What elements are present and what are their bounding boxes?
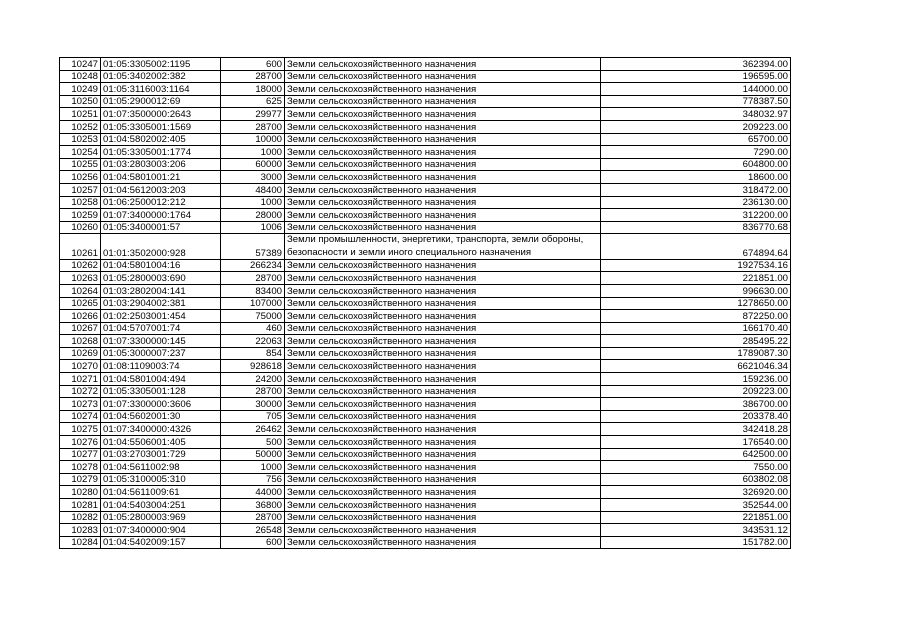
land-category-cell: Земли сельскохозяйственного назначения <box>285 322 601 335</box>
cadastral-value-cell: 352544.00 <box>601 499 791 512</box>
row-number-cell: 10257 <box>60 183 101 196</box>
land-category-cell: Земли сельскохозяйственного назначения <box>285 499 601 512</box>
cadastral-number-cell: 01:05:2800003:969 <box>101 511 221 524</box>
cadastral-value-cell: 209223.00 <box>601 385 791 398</box>
row-number-cell: 10274 <box>60 410 101 423</box>
land-category-cell: Земли сельскохозяйственного назначения <box>285 524 601 537</box>
land-registry-table <box>59 57 791 549</box>
land-category-cell: Земли сельскохозяйственного назначения <box>285 511 601 524</box>
cadastral-number-cell: 01:04:5801004:16 <box>101 259 221 272</box>
table-row <box>60 158 791 171</box>
table-row <box>60 196 791 209</box>
area-cell: 756 <box>221 473 285 486</box>
land-category-cell: Земли сельскохозяйственного назначения <box>285 310 601 323</box>
table-row <box>60 108 791 121</box>
cadastral-number-cell: 01:04:5611002:98 <box>101 461 221 474</box>
table-row <box>60 461 791 474</box>
area-cell: 625 <box>221 95 285 108</box>
table-row <box>60 511 791 524</box>
area-cell: 26548 <box>221 524 285 537</box>
area-cell: 107000 <box>221 297 285 310</box>
cadastral-value-cell: 6621046.34 <box>601 360 791 373</box>
cadastral-value-cell: 778387.50 <box>601 95 791 108</box>
cadastral-value-cell: 1789087.30 <box>601 347 791 360</box>
cadastral-number-cell: 01:07:3300000:3606 <box>101 398 221 411</box>
cadastral-number-cell: 01:04:5611009:61 <box>101 486 221 499</box>
table-row <box>60 385 791 398</box>
land-category-cell: Земли сельскохозяйственного назначения <box>285 146 601 159</box>
area-cell: 29977 <box>221 108 285 121</box>
cadastral-value-cell: 144000.00 <box>601 83 791 96</box>
land-category-cell: Земли сельскохозяйственного назначения <box>285 423 601 436</box>
area-cell: 1000 <box>221 146 285 159</box>
row-number-cell: 10260 <box>60 221 101 234</box>
cadastral-number-cell: 01:05:2800003:690 <box>101 272 221 285</box>
cadastral-number-cell: 01:04:5801001:21 <box>101 171 221 184</box>
table-row <box>60 310 791 323</box>
cadastral-value-cell: 312200.00 <box>601 209 791 222</box>
cadastral-number-cell: 01:05:2900012:69 <box>101 95 221 108</box>
land-category-cell: Земли сельскохозяйственного назначения <box>285 335 601 348</box>
land-category-cell: Земли сельскохозяйственного назначения <box>285 373 601 386</box>
table-row <box>60 436 791 449</box>
cadastral-value-cell: 362394.00 <box>601 58 791 71</box>
table-row <box>60 297 791 310</box>
row-number-cell: 10262 <box>60 259 101 272</box>
cadastral-number-cell: 01:07:3400000:4326 <box>101 423 221 436</box>
cadastral-value-cell: 1278650.00 <box>601 297 791 310</box>
table-row <box>60 373 791 386</box>
land-category-cell: Земли сельскохозяйственного назначения <box>285 183 601 196</box>
table-row <box>60 360 791 373</box>
table-row <box>60 209 791 222</box>
area-cell: 44000 <box>221 486 285 499</box>
table-row <box>60 234 791 259</box>
area-cell: 266234 <box>221 259 285 272</box>
row-number-cell: 10263 <box>60 272 101 285</box>
cadastral-value-cell: 221851.00 <box>601 511 791 524</box>
row-number-cell: 10272 <box>60 385 101 398</box>
table-row <box>60 398 791 411</box>
table-row <box>60 221 791 234</box>
cadastral-value-cell: 674894.64 <box>601 234 791 259</box>
land-category-cell: Земли сельскохозяйственного назначения <box>285 108 601 121</box>
area-cell: 1000 <box>221 196 285 209</box>
cadastral-value-cell: 196595.00 <box>601 70 791 83</box>
cadastral-number-cell: 01:01:3502000:928 <box>101 234 221 259</box>
land-category-cell: Земли сельскохозяйственного назначения <box>285 120 601 133</box>
cadastral-value-cell: 836770.68 <box>601 221 791 234</box>
cadastral-value-cell: 348032.97 <box>601 108 791 121</box>
land-category-cell: Земли сельскохозяйственного назначения <box>285 272 601 285</box>
land-category-cell: Земли сельскохозяйственного назначения <box>285 410 601 423</box>
cadastral-number-cell: 01:05:3305001:128 <box>101 385 221 398</box>
row-number-cell: 10253 <box>60 133 101 146</box>
table-row <box>60 536 791 549</box>
land-category-cell: Земли сельскохозяйственного назначения <box>285 171 601 184</box>
land-category-cell: Земли сельскохозяйственного назначения <box>285 448 601 461</box>
area-cell: 1000 <box>221 461 285 474</box>
table-row <box>60 473 791 486</box>
cadastral-number-cell: 01:05:3402002:382 <box>101 70 221 83</box>
row-number-cell: 10247 <box>60 58 101 71</box>
row-number-cell: 10280 <box>60 486 101 499</box>
cadastral-value-cell: 7550.00 <box>601 461 791 474</box>
cadastral-number-cell: 01:04:5506001:405 <box>101 436 221 449</box>
row-number-cell: 10270 <box>60 360 101 373</box>
cadastral-value-cell: 285495.22 <box>601 335 791 348</box>
area-cell: 50000 <box>221 448 285 461</box>
row-number-cell: 10284 <box>60 536 101 549</box>
cadastral-number-cell: 01:04:5403004:251 <box>101 499 221 512</box>
area-cell: 28000 <box>221 209 285 222</box>
cadastral-number-cell: 01:05:3305002:1195 <box>101 58 221 71</box>
land-category-cell: Земли сельскохозяйственного назначения <box>285 347 601 360</box>
area-cell: 83400 <box>221 284 285 297</box>
cadastral-number-cell: 01:02:2503001:454 <box>101 310 221 323</box>
land-category-cell: Земли сельскохозяйственного назначения <box>285 473 601 486</box>
cadastral-value-cell: 642500.00 <box>601 448 791 461</box>
cadastral-number-cell: 01:07:3400000:904 <box>101 524 221 537</box>
cadastral-number-cell: 01:05:3305001:1569 <box>101 120 221 133</box>
area-cell: 705 <box>221 410 285 423</box>
table-row <box>60 448 791 461</box>
cadastral-value-cell: 18600.00 <box>601 171 791 184</box>
document-sheet <box>59 57 791 549</box>
land-category-cell: Земли сельскохозяйственного назначения <box>285 95 601 108</box>
row-number-cell: 10250 <box>60 95 101 108</box>
cadastral-value-cell: 326920.00 <box>601 486 791 499</box>
table-row <box>60 284 791 297</box>
cadastral-number-cell: 01:07:3300000:145 <box>101 335 221 348</box>
cadastral-number-cell: 01:04:5602001:30 <box>101 410 221 423</box>
row-number-cell: 10276 <box>60 436 101 449</box>
area-cell: 22063 <box>221 335 285 348</box>
cadastral-value-cell: 159236.00 <box>601 373 791 386</box>
cadastral-value-cell: 203378.40 <box>601 410 791 423</box>
area-cell: 928618 <box>221 360 285 373</box>
cadastral-number-cell: 01:04:5612003:203 <box>101 183 221 196</box>
land-category-cell: Земли промышленности, энергетики, транспорта, земли обороны, безопасности и земли иного специального назначения <box>285 234 601 259</box>
cadastral-number-cell: 01:05:3000007:237 <box>101 347 221 360</box>
area-cell: 28700 <box>221 511 285 524</box>
cadastral-value-cell: 1927534.16 <box>601 259 791 272</box>
land-category-cell: Земли сельскохозяйственного назначения <box>285 360 601 373</box>
row-number-cell: 10258 <box>60 196 101 209</box>
row-number-cell: 10259 <box>60 209 101 222</box>
cadastral-value-cell: 7290.00 <box>601 146 791 159</box>
cadastral-value-cell: 603802.08 <box>601 473 791 486</box>
table-row <box>60 146 791 159</box>
cadastral-number-cell: 01:04:5402009:157 <box>101 536 221 549</box>
area-cell: 36800 <box>221 499 285 512</box>
row-number-cell: 10281 <box>60 499 101 512</box>
table-row <box>60 272 791 285</box>
row-number-cell: 10254 <box>60 146 101 159</box>
cadastral-value-cell: 342418.28 <box>601 423 791 436</box>
row-number-cell: 10261 <box>60 234 101 259</box>
table-row <box>60 335 791 348</box>
land-category-cell: Земли сельскохозяйственного назначения <box>285 58 601 71</box>
land-category-cell: Земли сельскохозяйственного назначения <box>285 436 601 449</box>
cadastral-value-cell: 221851.00 <box>601 272 791 285</box>
land-category-cell: Земли сельскохозяйственного назначения <box>285 398 601 411</box>
land-category-cell: Земли сельскохозяйственного назначения <box>285 461 601 474</box>
cadastral-value-cell: 872250.00 <box>601 310 791 323</box>
table-row <box>60 322 791 335</box>
cadastral-number-cell: 01:05:3400001:57 <box>101 221 221 234</box>
row-number-cell: 10256 <box>60 171 101 184</box>
table-row <box>60 95 791 108</box>
table-row <box>60 499 791 512</box>
land-category-cell: Земли сельскохозяйственного назначения <box>285 284 601 297</box>
area-cell: 1006 <box>221 221 285 234</box>
row-number-cell: 10283 <box>60 524 101 537</box>
land-category-cell: Земли сельскохозяйственного назначения <box>285 196 601 209</box>
cadastral-value-cell: 386700.00 <box>601 398 791 411</box>
table-row <box>60 58 791 71</box>
cadastral-number-cell: 01:07:3500000:2643 <box>101 108 221 121</box>
table-row <box>60 410 791 423</box>
row-number-cell: 10267 <box>60 322 101 335</box>
cadastral-number-cell: 01:05:3100005:310 <box>101 473 221 486</box>
area-cell: 30000 <box>221 398 285 411</box>
table-row <box>60 183 791 196</box>
land-category-cell: Земли сельскохозяйственного назначения <box>285 70 601 83</box>
area-cell: 75000 <box>221 310 285 323</box>
area-cell: 600 <box>221 58 285 71</box>
area-cell: 28700 <box>221 120 285 133</box>
table-row <box>60 486 791 499</box>
cadastral-value-cell: 996630.00 <box>601 284 791 297</box>
land-category-cell: Земли сельскохозяйственного назначения <box>285 83 601 96</box>
cadastral-number-cell: 01:03:2904002:381 <box>101 297 221 310</box>
land-category-cell: Земли сельскохозяйственного назначения <box>285 158 601 171</box>
cadastral-number-cell: 01:04:5707001:74 <box>101 322 221 335</box>
area-cell: 26462 <box>221 423 285 436</box>
cadastral-number-cell: 01:04:5802002:405 <box>101 133 221 146</box>
table-row <box>60 347 791 360</box>
cadastral-value-cell: 343531.12 <box>601 524 791 537</box>
area-cell: 600 <box>221 536 285 549</box>
row-number-cell: 10249 <box>60 83 101 96</box>
row-number-cell: 10271 <box>60 373 101 386</box>
row-number-cell: 10252 <box>60 120 101 133</box>
land-category-cell: Земли сельскохозяйственного назначения <box>285 209 601 222</box>
cadastral-value-cell: 151782.00 <box>601 536 791 549</box>
area-cell: 460 <box>221 322 285 335</box>
row-number-cell: 10273 <box>60 398 101 411</box>
table-row <box>60 524 791 537</box>
cadastral-value-cell: 236130.00 <box>601 196 791 209</box>
cadastral-number-cell: 01:06:2500012:212 <box>101 196 221 209</box>
cadastral-number-cell: 01:03:2803003:206 <box>101 158 221 171</box>
row-number-cell: 10278 <box>60 461 101 474</box>
area-cell: 18000 <box>221 83 285 96</box>
land-category-cell: Земли сельскохозяйственного назначения <box>285 536 601 549</box>
table-row <box>60 70 791 83</box>
table-row <box>60 133 791 146</box>
area-cell: 24200 <box>221 373 285 386</box>
table-body <box>60 58 791 549</box>
table-row <box>60 171 791 184</box>
cadastral-number-cell: 01:03:2703001:729 <box>101 448 221 461</box>
row-number-cell: 10264 <box>60 284 101 297</box>
cadastral-number-cell: 01:03:2802004:141 <box>101 284 221 297</box>
cadastral-value-cell: 604800.00 <box>601 158 791 171</box>
area-cell: 10000 <box>221 133 285 146</box>
land-category-cell: Земли сельскохозяйственного назначения <box>285 486 601 499</box>
row-number-cell: 10282 <box>60 511 101 524</box>
land-category-cell: Земли сельскохозяйственного назначения <box>285 297 601 310</box>
row-number-cell: 10279 <box>60 473 101 486</box>
area-cell: 28700 <box>221 272 285 285</box>
table-row <box>60 120 791 133</box>
cadastral-number-cell: 01:08:1109003:74 <box>101 360 221 373</box>
area-cell: 48400 <box>221 183 285 196</box>
cadastral-value-cell: 318472.00 <box>601 183 791 196</box>
area-cell: 28700 <box>221 385 285 398</box>
row-number-cell: 10251 <box>60 108 101 121</box>
row-number-cell: 10255 <box>60 158 101 171</box>
land-category-cell: Земли сельскохозяйственного назначения <box>285 385 601 398</box>
area-cell: 60000 <box>221 158 285 171</box>
area-cell: 57389 <box>221 234 285 259</box>
table-row <box>60 259 791 272</box>
cadastral-number-cell: 01:05:3305001:1774 <box>101 146 221 159</box>
row-number-cell: 10248 <box>60 70 101 83</box>
row-number-cell: 10268 <box>60 335 101 348</box>
cadastral-value-cell: 166170.40 <box>601 322 791 335</box>
cadastral-value-cell: 65700.00 <box>601 133 791 146</box>
cadastral-number-cell: 01:07:3400000:1764 <box>101 209 221 222</box>
table-row <box>60 83 791 96</box>
cadastral-value-cell: 176540.00 <box>601 436 791 449</box>
row-number-cell: 10269 <box>60 347 101 360</box>
land-category-cell: Земли сельскохозяйственного назначения <box>285 221 601 234</box>
row-number-cell: 10275 <box>60 423 101 436</box>
area-cell: 3000 <box>221 171 285 184</box>
row-number-cell: 10277 <box>60 448 101 461</box>
land-category-cell: Земли сельскохозяйственного назначения <box>285 133 601 146</box>
cadastral-number-cell: 01:05:3116003:1164 <box>101 83 221 96</box>
row-number-cell: 10266 <box>60 310 101 323</box>
row-number-cell: 10265 <box>60 297 101 310</box>
cadastral-value-cell: 209223.00 <box>601 120 791 133</box>
area-cell: 500 <box>221 436 285 449</box>
area-cell: 854 <box>221 347 285 360</box>
table-row <box>60 423 791 436</box>
cadastral-number-cell: 01:04:5801004:494 <box>101 373 221 386</box>
area-cell: 28700 <box>221 70 285 83</box>
land-category-cell: Земли сельскохозяйственного назначения <box>285 259 601 272</box>
